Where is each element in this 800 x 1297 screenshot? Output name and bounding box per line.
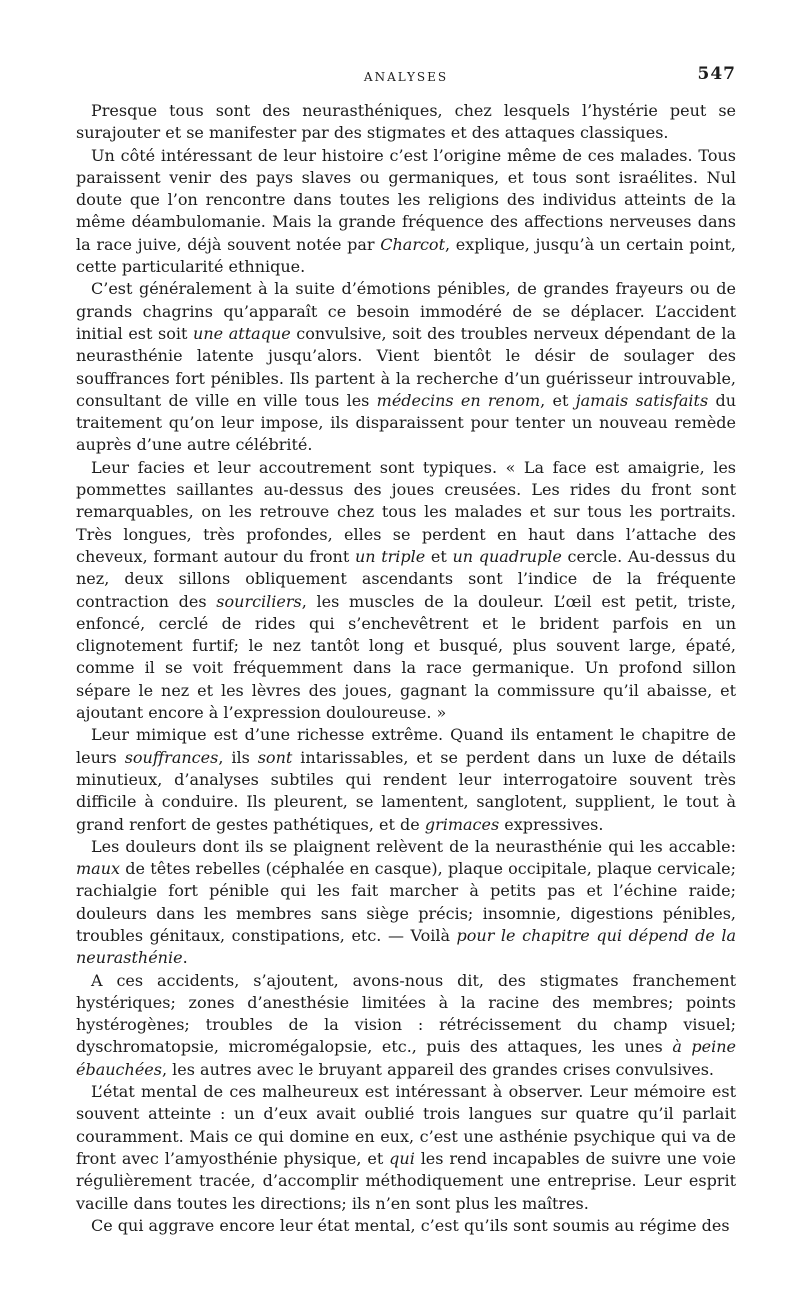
text-segment: Les douleurs dont ils se plaignent relèvent de la neurasthénie qui les accable: — [91, 836, 736, 856]
text-segment: convulsive, soit des troubles nerveux dépendant de la neurasthénie latente jusqu’alors. Vient bientôt le désir de soulager des souffrances fort pénibles. Ils partent à la recherche d’un guérisseur introuvable, consultant de ville en ville tous les — [76, 323, 737, 410]
text-segment: Leur facies et leur accoutrement sont typiques. « La face est amaigrie, les pommettes saillantes au-dessus des joues creusées. Les rides du front sont remarquables, on les retrouve chez tous les malades et sur tous les portraits. Très longues, très profondes, elles se perdent en haut dans l’attache des cheveux, formant autour du front — [76, 457, 736, 566]
text-segment: les rend incapables de suivre une voie régulièrement tracée, d’accomplir méthodiquement une entreprise. Leur esprit vacille dans toutes les directions; ils n’en sont plus les maîtres. — [76, 1148, 736, 1213]
text-segment-italic: Charcot — [380, 234, 445, 254]
text-segment-italic: pour le chapitre qui dépend de la neurasthénie — [76, 925, 736, 968]
text-segment-italic: une attaque — [193, 323, 291, 343]
text-segment: Un côté intéressant de leur histoire c’est l’origine même de ces malades. Tous paraissent venir des pays slaves ou germaniques, et tous sont israélites. Nul doute que l’on rencontre dans toutes les religions des individus atteints de la même déambulomanie. Mais la grande fréquence des affections nerveuses dans la race juive, déjà souvent notée par — [76, 145, 736, 254]
text-segment-italic: à peine ébauchées — [76, 1037, 736, 1079]
paragraph-4 — [76, 457, 736, 725]
text-segment: , les muscles de la douleur. L’œil est petit, triste, enfoncé, cerclé de rides qui s’enchevêtrent et le brident parfois en un clignotement furtif; le nez tantôt long et busqué, plus souvent large, épaté, comme il se voit fréquemment dans la race germanique. Un profond sillon sépare le nez et les lèvres des joues, gagnant la commissure qu’il abaisse, et ajoutant encore à l’expression douloureuse. » — [76, 591, 737, 723]
text-segment-italic: sont — [257, 747, 293, 767]
text-segment: Presque tous sont des neurasthéniques, chez lesquels l’hystérie peut se surajouter et se manifester par des stigmates et des attaques classiques. — [76, 101, 736, 143]
paragraph-6 — [76, 836, 736, 970]
text-segment: . — [182, 948, 188, 968]
paragraph-7 — [76, 970, 736, 1081]
paragraph-3 — [76, 278, 736, 456]
text-segment: C’est généralement à la suite d’émotions pénibles, de grandes frayeurs ou de grands chagrins qu’apparaît ce besoin immodéré de se déplacer. L’accident initial est soit — [76, 279, 736, 343]
text-segment: , et — [540, 390, 576, 410]
text-segment-italic: maux — [76, 859, 121, 879]
text-segment: et — [425, 546, 453, 566]
text-segment-italic: sourciliers — [216, 591, 302, 611]
paragraph-1 — [76, 100, 736, 145]
text-segment-italic: un quadruple — [452, 546, 562, 566]
document-page — [76, 0, 736, 1297]
text-segment: de têtes rebelles (céphalée en casque), plaque occipitale, plaque cervicale; rachialgie fort pénible qui les fait marcher à petits pas et l’échine raide; douleurs dans les membres sans siège précis; insomnie, digestions pénibles, troubles génitaux, constipations, etc. — Voilà — [76, 859, 736, 945]
text-segment-italic: un triple — [354, 546, 426, 566]
body-text — [76, 100, 736, 1237]
text-segment-italic: médecins en renom — [376, 390, 541, 410]
text-segment-italic: grimaces — [424, 814, 500, 834]
text-segment: expressives. — [499, 814, 604, 834]
text-segment: , les autres avec le bruyant appareil des grandes crises convulsives. — [161, 1059, 715, 1079]
paragraph-9 — [76, 1215, 736, 1237]
text-segment-italic: qui — [389, 1148, 415, 1168]
running-head: ANALYSES — [363, 70, 449, 84]
text-segment: A ces accidents, s’ajoutent, avons-nous dit, des stigmates franchement hystériques; zones d’anesthésie limitées à la racine des membres; points hystérogènes; troubles de la vision : rétrécissement du champ visuel; dyschromatopsie, micromégalopsie, etc., puis des attaques, les unes — [76, 970, 736, 1057]
text-segment: , explique, jusqu’à un certain point, cette particularité ethnique. — [76, 234, 737, 277]
paragraph-5 — [76, 724, 736, 835]
text-segment: L’état mental de ces malheureux est intéressant à observer. Leur mémoire est souvent atteinte : un d’eux avait oublié trois langues sur quatre qu’il parlait couramment. Mais ce qui domine en eux, c’est une asthénie psychique qui va de front avec l’amyosthénie physique, et — [76, 1082, 736, 1168]
page-number: 547 — [697, 64, 736, 84]
text-segment: Leur mimique est d’une richesse extrême. Quand ils entament le chapitre de leurs — [76, 725, 736, 767]
text-segment: du traitement qu’on leur impose, ils disparaissent pour tenter un nouveau remède auprès d’une autre célébrité. — [76, 390, 736, 455]
text-segment: intarissables, et se perdent dans un luxe de détails minutieux, d’analyses subtiles qui rendent leur interrogatoire souvent très difficile à conduire. Ils pleurent, se lamentent, sanglotent, supplient, le tout à grand renfort de gestes pathétiques, et de — [76, 747, 736, 834]
text-segment: , ils — [218, 747, 258, 767]
text-segment: cercle. Au-dessus du nez, deux sillons obliquement ascendants sont l’indice de la fréquente contraction des — [76, 546, 737, 611]
text-segment: Ce qui aggrave encore leur état mental, c’est qu’ils sont soumis au régime des — [91, 1215, 730, 1235]
text-segment-italic: jamais satisfaits — [575, 390, 709, 410]
paragraph-2 — [76, 145, 736, 279]
paragraph-8 — [76, 1081, 736, 1215]
page-header — [76, 64, 736, 88]
text-segment-italic: souffrances — [124, 747, 219, 767]
